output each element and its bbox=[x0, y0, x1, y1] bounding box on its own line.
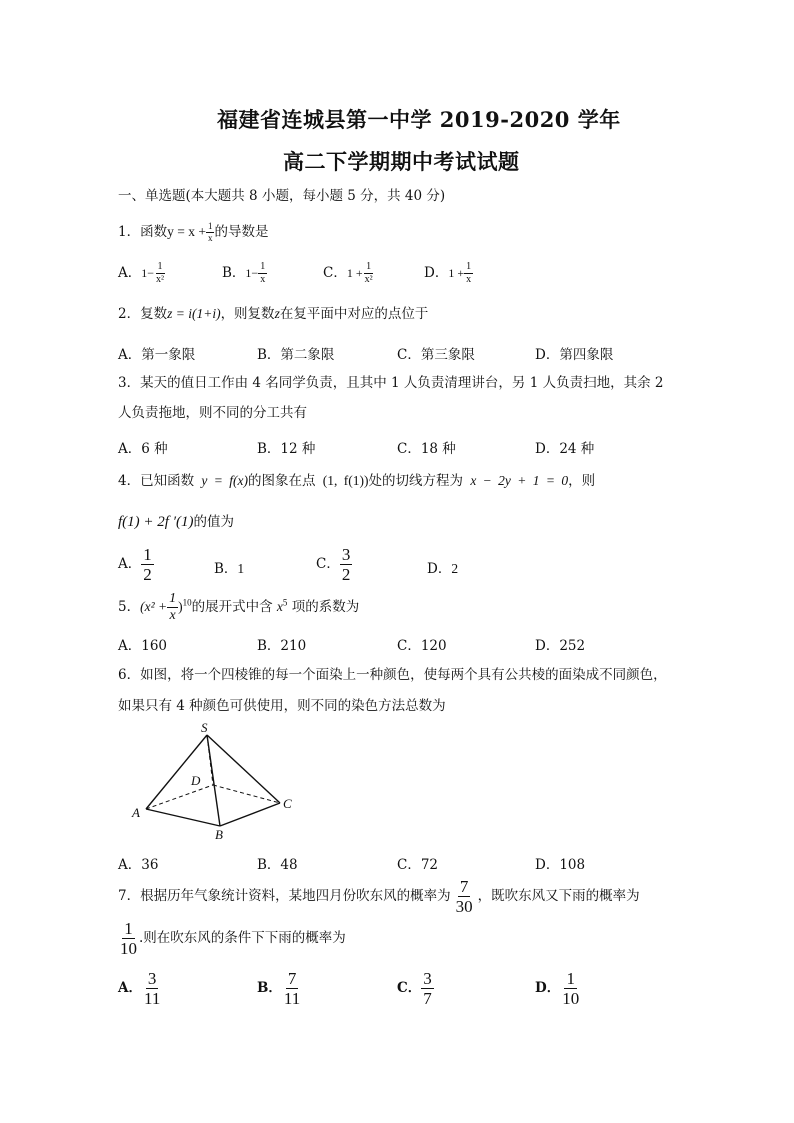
vertex-label-S: S bbox=[201, 722, 208, 735]
exam-title-line1: 福建省连城县第一中学 2019-2020 学年 bbox=[217, 107, 621, 132]
q6-option-a: A．36 bbox=[118, 857, 159, 873]
q2-option-c: C．第三象限 bbox=[397, 347, 475, 363]
edge-BC bbox=[220, 803, 280, 826]
q2-option-b: B．第二象限 bbox=[257, 347, 335, 363]
question-4-line2: f(1) + 2f ′(1)的值为 bbox=[118, 514, 234, 530]
q1-option-b: B．1− $\frac{1}{x}$ bbox=[222, 261, 266, 285]
q1-prefix: 1．函数 bbox=[118, 224, 168, 240]
q7-fraction-east-wind: $\frac{7}{30}$ bbox=[455, 877, 473, 916]
q5-option-c: C．120 bbox=[397, 638, 447, 654]
q5-option-d: D．252 bbox=[535, 638, 586, 654]
question-2: 2．复数z = i(1+i)，则复数z在复平面中对应的点位于 bbox=[118, 306, 429, 322]
section-heading: 一、单选题(本大题共 8 小题，每小题 5 分，共 40 分) bbox=[118, 188, 446, 204]
question-7-line2: $\frac{1}{10}$ .则在吹东风的条件下下雨的概率为 bbox=[120, 919, 346, 958]
edge-SB bbox=[207, 735, 220, 826]
q3-option-a: A．6 种 bbox=[118, 441, 168, 457]
q1-option-a: A．1− $\frac{1}{\text{x²}}$ bbox=[118, 261, 165, 285]
q1-fraction: $\frac{1}{x}$ bbox=[207, 221, 213, 243]
q4-option-a: A． $\frac{1}{2}$ bbox=[118, 545, 152, 584]
q3-option-b: B．12 种 bbox=[257, 441, 316, 457]
question-6-line1: 6．如图，将一个四棱锥的每一个面染上一种颜色，使每两个具有公共棱的面染成不同颜色， bbox=[118, 667, 667, 683]
q2-option-d: D．第四象限 bbox=[535, 347, 614, 363]
question-3-line1: 3．某天的值日工作由 4 名同学负责，且其中 1 人负责清理讲台，另 1 人负责扫地，其余 2 bbox=[118, 375, 664, 391]
question-3-line2: 人负责拖地，则不同的分工共有 bbox=[118, 405, 307, 421]
q7-option-d: D． $\frac{1}{10}$ bbox=[535, 969, 580, 1008]
q4-option-b: B．1 bbox=[214, 561, 245, 577]
q4-option-d: D．2 bbox=[427, 561, 459, 577]
edge-SA bbox=[146, 735, 207, 809]
q6-option-c: C．72 bbox=[397, 857, 439, 873]
q3-option-d: D．24 种 bbox=[535, 441, 595, 457]
q6-option-b: B．48 bbox=[257, 857, 298, 873]
q4-option-c: C． $\frac{3}{2}$ bbox=[316, 545, 351, 584]
question-6-line2: 如果只有 4 种颜色可供使用，则不同的染色方法总数为 bbox=[118, 698, 446, 714]
question-1 bbox=[118, 222, 268, 243]
pyramid-figure bbox=[128, 722, 308, 844]
q7-option-a: A． $\frac{3}{11}$ bbox=[118, 969, 161, 1008]
q7-option-c: C． $\frac{3}{7}$ bbox=[397, 969, 432, 1008]
vertex-label-A: A bbox=[132, 805, 140, 820]
q5-fraction: $\frac{1}{x}$ bbox=[169, 591, 177, 623]
q2-expr: z = i(1+i) bbox=[167, 306, 221, 321]
vertex-label-B: B bbox=[215, 827, 223, 842]
exam-title-line2: 高二下学期期中考试试题 bbox=[283, 149, 520, 174]
question-4-line1: 4．已知函数 y = f(x)的图象在点 (1, f(1))处的切线方程为 x − 2y + 1 = 0，则 bbox=[118, 473, 596, 489]
q3-option-c: C．18 种 bbox=[397, 441, 456, 457]
q2-option-a: A．第一象限 bbox=[118, 347, 196, 363]
vertex-label-C: C bbox=[283, 796, 292, 811]
q7-fraction-wind-rain: $\frac{1}{10}$ bbox=[120, 919, 137, 958]
question-7-line1: 7．根据历年气象统计资料，某地四月份吹东风的概率为 $\frac{7}{30}$ ，既吹东风又下雨的概率为 bbox=[118, 877, 640, 916]
q5-option-b: B．210 bbox=[257, 638, 307, 654]
q1-func: y = x + bbox=[167, 224, 206, 239]
q1-option-d: D．1 + $\frac{1}{x}$ bbox=[424, 261, 472, 285]
q1-option-c: C．1 + $\frac{1}{\text{x²}}$ bbox=[323, 261, 373, 285]
vertex-label-D: D bbox=[191, 773, 201, 788]
edge-AB bbox=[146, 809, 220, 826]
q5-option-a: A．160 bbox=[118, 638, 168, 654]
q6-option-d: D．108 bbox=[535, 857, 586, 873]
question-5: 5．(x² + $\frac{1}{x}$ )$^{10}$的展开式中含 $x^5$ 项的系数为 bbox=[118, 591, 360, 623]
q7-option-b: B． $\frac{7}{11}$ bbox=[257, 969, 301, 1008]
q1-suffix: 的导数是 bbox=[214, 224, 269, 240]
